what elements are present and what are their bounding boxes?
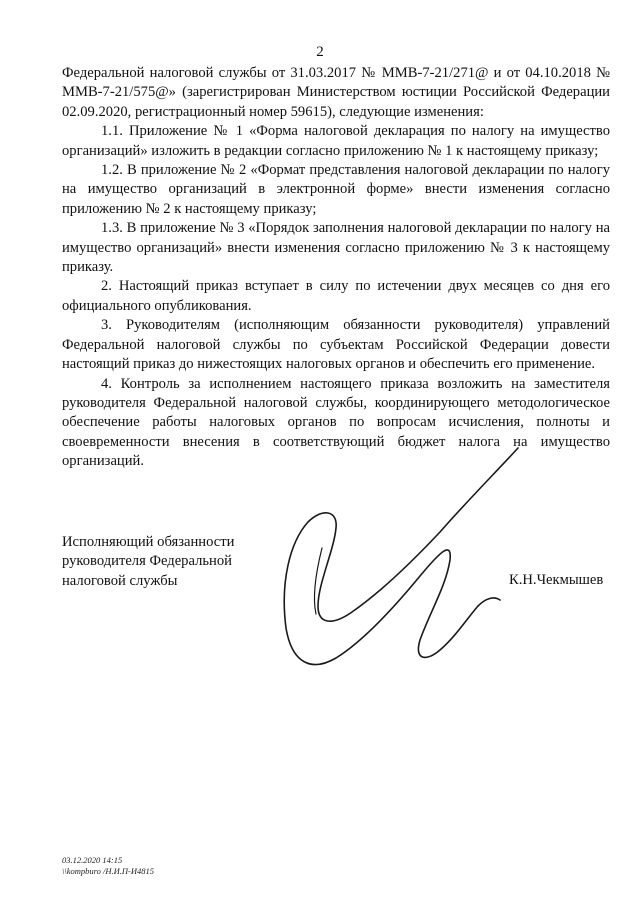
signatory-title-line: налоговой службы	[62, 572, 178, 589]
paragraph-1-3: 1.3. В приложение № 3 «Порядок заполнения налоговой декларации по налогу на имущество организаций» внести изменения согласно приложению № 3 к настоящему приказу.	[62, 220, 610, 276]
paragraph-1-2: 1.2. В приложение № 2 «Формат представления налоговой декларации по налогу на имущество организаций в электронной форме» внести изменения согласно приложению № 2 к настоящему приказу;	[62, 162, 610, 217]
footer-timestamp: 03.12.2020 14:15	[62, 855, 123, 865]
signatory-title-line: руководителя Федеральной	[62, 553, 232, 570]
footer-path: \\kompburo /Н.И.П-И4815	[62, 865, 154, 876]
paragraph-2: 2. Настоящий приказ вступает в силу по истечении двух месяцев со дня его официального опубликования.	[62, 278, 610, 314]
signer-name: К.Н.Чекмышев	[509, 572, 604, 588]
paragraph-4: 4. Контроль за исполнением настоящего приказа возложить на заместителя руководителя Федеральной налоговой службы, координирующего методологическое обеспечение работы налоговых органов по вопросам исчисления, полноты и своевременности внесения в соответствующий бюджет налога на имущество организаций.	[62, 375, 610, 470]
paragraph-1-1: 1.1. Приложение № 1 «Форма налоговой декларация по налогу на имущество организаций» изложить в редакции согласно приложению № 1 к настоящему приказу;	[62, 123, 610, 159]
paragraph-intro: Федеральной налоговой службы от 31.03.2017 № ММВ-7-21/271@ и от 04.10.2018 № ММВ-7-21/575@» (зарегистрирован Министерством юстиции Российской Федерации 02.09.2020, регистрационный номер 59615), следующие изменения:	[62, 65, 610, 120]
page-number: 2	[316, 44, 324, 60]
document-body	[62, 64, 610, 472]
footer-meta	[62, 855, 154, 876]
signatory-title-line: Исполняющий обязанности	[62, 534, 235, 550]
signatory-title	[62, 533, 234, 591]
paragraph-3: 3. Руководителям (исполняющим обязанности руководителя) управлений Федеральной налоговой службы по субъектам Российской Федерации довести настоящий приказ до нижестоящих налоговых органов и обеспечить его применение.	[62, 317, 610, 373]
